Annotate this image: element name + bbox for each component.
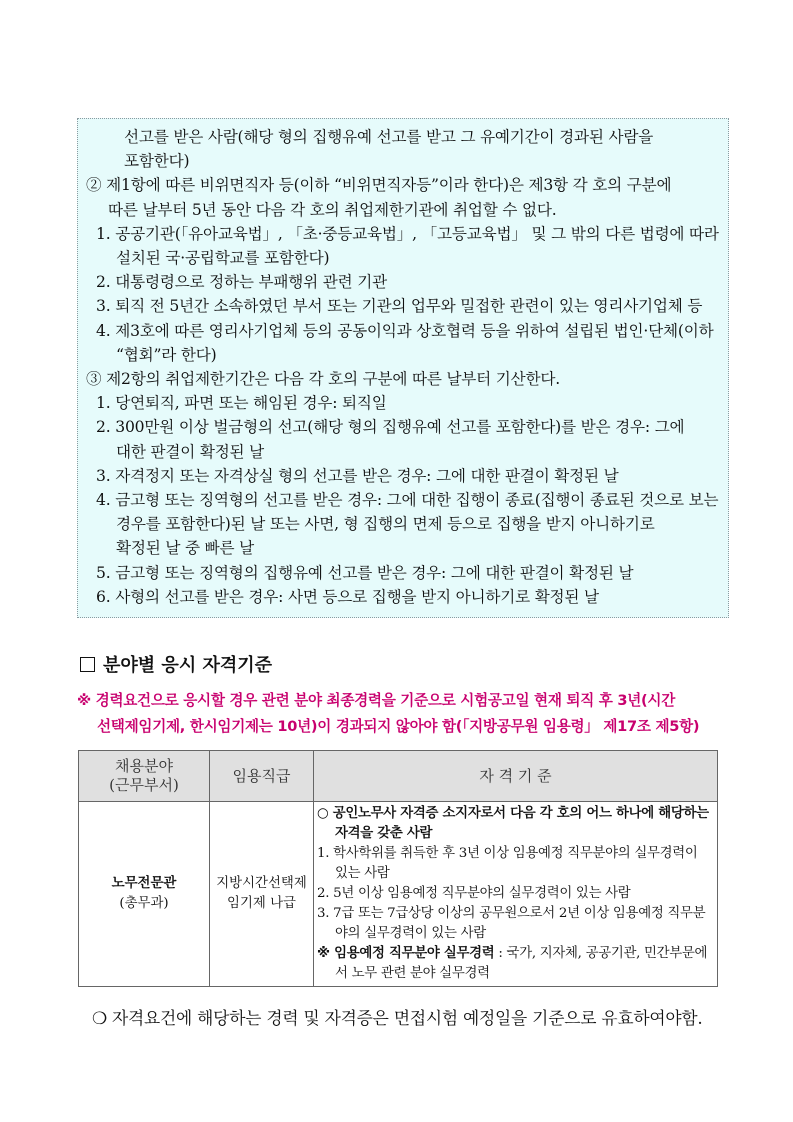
header-field: 채용분야 (근무부서) xyxy=(79,751,210,802)
law-line: 2. 300만원 이상 벌금형의 선고(해당 형의 집행유예 선고를 포함한다)를 받은 경우: 그에 xyxy=(96,418,685,437)
law-line: 설치된 국·공립학교를 포함한다) xyxy=(116,249,330,268)
header-criteria: 자 격 기 준 xyxy=(314,751,718,802)
section-title xyxy=(80,651,272,677)
law-line: 3. 자격정지 또는 자격상실 형의 선고를 받은 경우: 그에 대한 판결이 확정된 날 xyxy=(96,466,619,485)
criteria-note: ※ 임용예정 직무분야 실무경력 : 국가, 지자체, 공공기관, 민간부문에 xyxy=(317,946,708,961)
law-line: 따른 날부터 5년 동안 다음 각 호의 취업제한기관에 취업할 수 없다. xyxy=(108,200,557,219)
law-line: 1. 당연퇴직, 파면 또는 해임된 경우: 퇴직일 xyxy=(96,394,387,413)
cell-criteria xyxy=(314,802,718,987)
law-line: 대한 판결이 확정된 날 xyxy=(116,442,265,461)
field-dept: (총무과) xyxy=(119,896,169,911)
cell-field xyxy=(79,802,210,987)
qualification-table xyxy=(78,750,718,987)
law-line: ③ 제2항의 취업제한기간은 다음 각 호의 구분에 따른 날부터 기산한다. xyxy=(86,370,560,389)
notice-line: 선택제임기제, 한시임기제는 10년)이 경과되지 않아야 함(「지방공무원 임용령」 제17조 제5항) xyxy=(97,718,700,735)
law-line: 1. 공공기관(「유아교육법」, 「초·중등교육법」, 「고등교육법」 및 그 밖의 다른 법령에 따라 xyxy=(96,224,719,243)
law-line: 4. 제3호에 따른 영리사기업체 등의 공동이익과 상호협력 등을 위하여 설립된 법인·단체(이하 xyxy=(96,321,714,340)
criteria-item: 야의 실무경력이 있는 사람 xyxy=(335,926,486,941)
criteria-item: 있는 사람 xyxy=(335,866,390,881)
law-line: ② 제1항에 따른 비위면직자 등(이하 “비위면직자등”이라 한다)은 제3항 각 호의 구분에 xyxy=(86,176,672,195)
section-title-text: 분야별 응시 자격기준 xyxy=(103,655,273,676)
law-line: 3. 퇴직 전 5년간 소속하였던 부서 또는 기관의 업무와 밀접한 관련이 있는 영리사기업체 등 xyxy=(96,297,703,316)
experience-notice xyxy=(77,688,737,740)
law-line: 2. 대통령령으로 정하는 부패행위 관련 기관 xyxy=(96,273,387,292)
cell-grade: 지방시간선택제 임기제 나급 xyxy=(210,802,314,987)
law-line: “협회”라 한다) xyxy=(116,345,217,364)
criteria-head: 자격을 갖춘 사람 xyxy=(335,826,433,841)
footer-note: ❍ 자격요건에 해당하는 경력 및 자격증은 면접시험 예정일을 기준으로 유효하여야함. xyxy=(92,1008,703,1028)
law-line: 포함한다) xyxy=(124,152,190,171)
criteria-item: 1. 학사학위를 취득한 후 3년 이상 임용예정 직무분야의 실무경력이 xyxy=(317,846,698,861)
law-line: 5. 금고형 또는 징역형의 집행유예 선고를 받은 경우: 그에 대한 판결이 확정된 날 xyxy=(96,563,634,582)
checkbox-square-icon xyxy=(80,657,95,672)
field-name: 노무전문관 xyxy=(111,876,177,891)
law-line: 확정된 날 중 빠른 날 xyxy=(116,539,254,558)
criteria-note: 서 노무 관련 분야 실무경력 xyxy=(335,966,490,981)
law-line: 경우를 포함한다)된 날 또는 사면, 형 집행의 면제 등으로 집행을 받지 아니하기로 xyxy=(116,515,655,534)
header-grade: 임용직급 xyxy=(210,751,314,802)
law-line: 선고를 받은 사람(해당 형의 집행유예 선고를 받고 그 유예기간이 경과된 사람을 xyxy=(124,128,654,146)
table-header-row xyxy=(79,751,718,802)
notice-line: ※ 경력요건으로 응시할 경우 관련 분야 최종경력을 기준으로 시험공고일 현재 퇴직 후 3년(시간 xyxy=(77,692,675,709)
criteria-item: 3. 7급 또는 7급상당 이상의 공무원으로서 2년 이상 임용예정 직무분 xyxy=(317,906,706,921)
law-excerpt-box xyxy=(77,118,729,618)
law-line: 4. 금고형 또는 징역형의 선고를 받은 경우: 그에 대한 집행이 종료(집행이 종료된 것으로 보는 xyxy=(96,491,719,510)
table-row xyxy=(79,802,718,987)
criteria-item: 2. 5년 이상 임용예정 직무분야의 실무경력이 있는 사람 xyxy=(317,886,631,901)
criteria-head: ○ 공인노무사 자격증 소지자로서 다음 각 호의 어느 하나에 해당하는 xyxy=(317,806,709,821)
law-line: 6. 사형의 선고를 받은 경우: 사면 등으로 집행을 받지 아니하기로 확정된 날 xyxy=(96,587,599,606)
